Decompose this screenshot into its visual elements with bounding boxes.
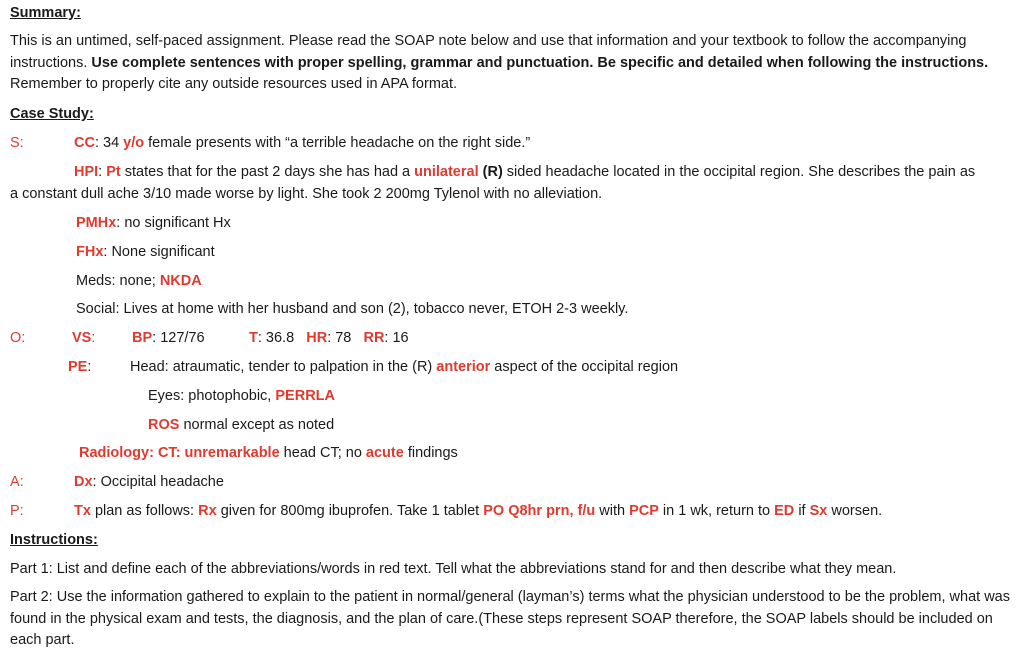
instructions-part-2: Part 2: Use the information gathered to explain to the patient in normal/general (layman’s) terms what the physician understood to be the problem, what was found in the physical exam and tests, the diagnosis, and the plan of care.(These steps represent SOAP therefore, the SOAP labels should be included on each part.: [10, 589, 1010, 648]
bp-value: [132, 329, 205, 347]
pmhx-text: : no significant Hx: [116, 215, 231, 231]
ed-abbr: ED: [774, 503, 795, 519]
bp-abbr: BP: [132, 330, 153, 346]
p-label: P:: [10, 503, 24, 519]
meds-text: Meds: none;: [76, 273, 160, 289]
rad-text-a: head CT; no: [279, 445, 366, 461]
summary-paragraph: [10, 31, 1016, 96]
summary-text-a: This is an untimed, self-paced assignment. Please read the SOAP note below and use that information and your textbook to follow the accompanying instructions.: [10, 33, 967, 71]
o-label: O:: [10, 330, 26, 346]
head-text-a: Head: atraumatic, tender to palpation in the (R): [130, 359, 437, 375]
tx-text-f: if: [794, 503, 810, 519]
fu-abbr: f/u: [577, 503, 596, 519]
sx-abbr: Sx: [809, 503, 828, 519]
social-line: Social: Lives at home with her husband and son (2), tobacco never, ETOH 2-3 weekly.: [76, 301, 629, 317]
pe-colon: :: [87, 359, 92, 375]
rr-abbr: RR: [363, 330, 385, 346]
t-abbr: T: [249, 330, 258, 346]
ros-abbr: ROS: [148, 417, 180, 433]
radiology-term: Radiology: [79, 445, 150, 461]
tx-text-b: given for 800mg ibuprofen. Take 1 tablet: [216, 503, 484, 519]
eyes-line: [148, 387, 335, 405]
hpi-line: [74, 163, 975, 181]
hpi-text-d: sided headache located in the occipital region. She describes the pain as: [502, 164, 976, 180]
radiology-line: [79, 444, 458, 462]
po-q8hr-prn-abbr: PO Q8hr prn: [483, 503, 570, 519]
eyes-text: Eyes: photophobic,: [148, 388, 276, 404]
ros-line: [148, 416, 334, 434]
cc-abbr: CC: [74, 135, 95, 151]
anterior-term: anterior: [436, 359, 491, 375]
hpi-text-b: states that for the past 2 days she has had a: [120, 164, 415, 180]
tx-text-g: worsen.: [827, 503, 883, 519]
dx-line: [74, 473, 224, 491]
acute-term: acute: [365, 445, 404, 461]
vitals-rest: [249, 329, 409, 347]
pt-abbr: Pt: [106, 164, 121, 180]
dx-text: : Occipital headache: [92, 474, 224, 490]
instructions-heading: Instructions:: [10, 532, 98, 548]
hpi-line-2: a constant dull ache 3/10 made worse by light. She took 2 200mg Tylenol with no alleviation.: [10, 186, 603, 202]
yo-abbr: y/o: [123, 135, 145, 151]
hr-val: : 78: [327, 330, 352, 346]
pcp-abbr: PCP: [629, 503, 659, 519]
cc-text-b: female presents with “a terrible headache on the right side.”: [144, 135, 531, 151]
cc-line: [74, 134, 530, 152]
ct-abbr: CT: [157, 445, 176, 461]
pmhx-line: [76, 214, 231, 232]
hr-abbr: HR: [306, 330, 328, 346]
tx-text-c: ,: [569, 503, 578, 519]
head-line: [130, 358, 678, 376]
plan-line: [74, 502, 882, 520]
vs-colon: :: [91, 330, 96, 346]
rx-abbr: Rx: [198, 503, 217, 519]
pe-label: [68, 358, 91, 376]
fhx-abbr: FHx: [76, 244, 104, 260]
summary-text-bold: Use complete sentences with proper spelling, grammar and punctuation. Be specific and detailed when following the instructions.: [91, 54, 989, 71]
tx-text-e: in 1 wk, return to: [658, 503, 775, 519]
vs-label: [72, 329, 95, 347]
bp-val: : 127/76: [152, 330, 205, 346]
rad-text-b: findings: [403, 445, 458, 461]
t-val: : 36.8: [257, 330, 295, 346]
rad-colon-2: :: [175, 445, 185, 461]
pmhx-abbr: PMHx: [76, 215, 117, 231]
fhx-line: [76, 243, 215, 261]
tx-text-d: with: [595, 503, 630, 519]
a-label: A:: [10, 474, 24, 490]
perrla-abbr: PERRLA: [275, 388, 335, 404]
summary-heading: Summary:: [10, 5, 81, 21]
unremarkable-term: unremarkable: [184, 445, 280, 461]
head-text-b: aspect of the occipital region: [490, 359, 679, 375]
fhx-text: : None significant: [103, 244, 215, 260]
nkda-abbr: NKDA: [159, 273, 202, 289]
r-abbr: (R): [482, 164, 503, 180]
meds-line: [76, 272, 202, 290]
instructions-part-1: Part 1: List and define each of the abbreviations/words in red text. Tell what the abbreviations stand for and then describe what they mean.: [10, 561, 897, 577]
dx-abbr: Dx: [74, 474, 93, 490]
ros-text: normal except as noted: [179, 417, 335, 433]
s-label: S:: [10, 135, 24, 151]
vs-abbr: VS: [72, 330, 92, 346]
rr-val: : 16: [384, 330, 409, 346]
pe-abbr: PE: [68, 359, 88, 375]
tx-text-a: plan as follows:: [90, 503, 199, 519]
summary-text-c: Remember to properly cite any outside resources used in APA format.: [10, 76, 458, 92]
tx-abbr: Tx: [74, 503, 91, 519]
case-study-heading: Case Study:: [10, 106, 94, 122]
rad-colon: :: [149, 445, 158, 461]
cc-text-a: : 34: [94, 135, 124, 151]
hpi-text-a: :: [98, 164, 107, 180]
unilateral-term: unilateral: [414, 164, 479, 180]
hpi-abbr: HPI: [74, 164, 99, 180]
